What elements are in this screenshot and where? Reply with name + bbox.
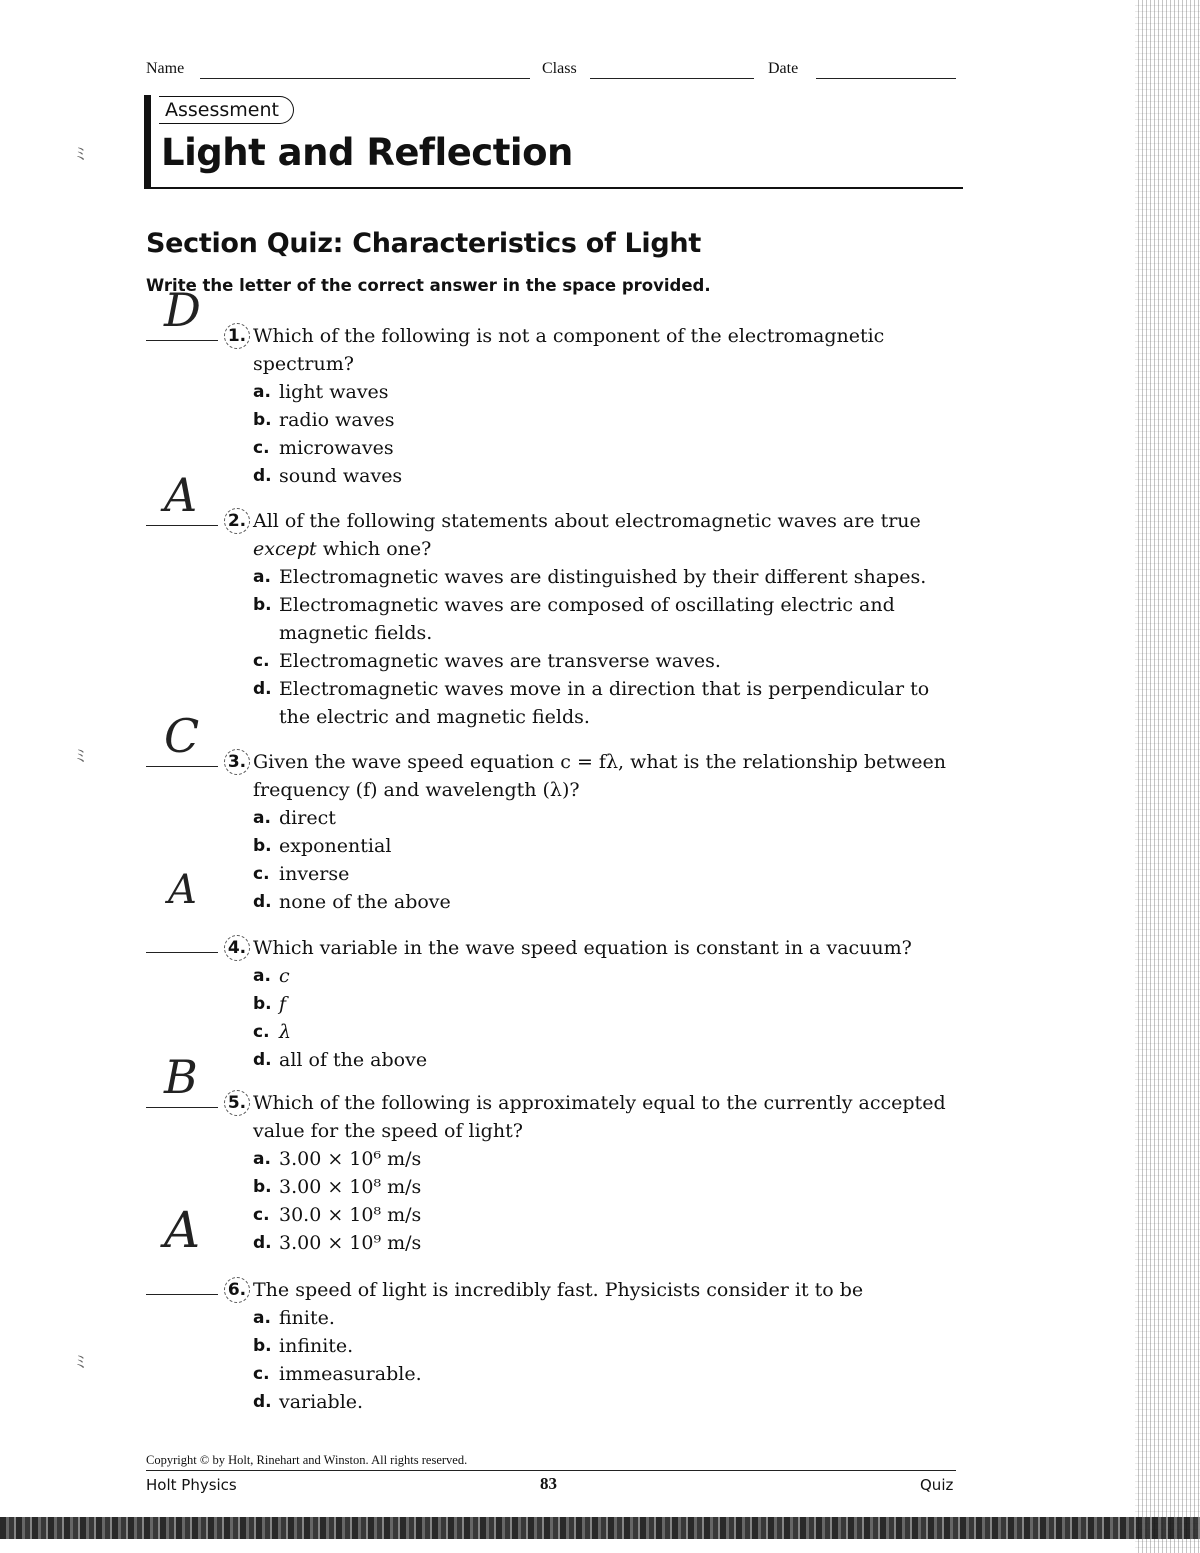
- option: d. sound waves: [253, 465, 403, 487]
- option: b. Electromagnetic waves are composed of oscillating electric and magnetic fields.: [253, 594, 895, 644]
- document-type: Quiz: [920, 1476, 954, 1494]
- instructions: Write the letter of the correct answer in the space provided.: [146, 276, 711, 295]
- question-stem: Given the wave speed equation c = fλ, what is the relationship between frequency (f) and wavelength (λ)?: [253, 751, 947, 801]
- punch-mark: ﾐ: [76, 746, 85, 767]
- page-title: Light and Reflection: [161, 131, 573, 174]
- option: a. 3.00 × 10⁶ m/s: [253, 1148, 422, 1170]
- question-number: 2.: [224, 507, 250, 535]
- option: c. 30.0 × 10⁸ m/s: [253, 1204, 422, 1226]
- option: b. f: [253, 993, 287, 1015]
- handwritten-answer: C: [164, 709, 198, 763]
- question-number: 1.: [224, 322, 250, 350]
- option: b. exponential: [253, 835, 392, 857]
- options-list: [253, 1304, 953, 1416]
- options-list: [253, 563, 953, 731]
- option: d. none of the above: [253, 891, 451, 913]
- handwritten-answer: A: [168, 867, 195, 913]
- question-stem: Which variable in the wave speed equation is constant in a vacuum?: [253, 937, 912, 959]
- answer-blank[interactable]: [146, 1294, 218, 1295]
- answer-blank[interactable]: [146, 525, 218, 526]
- option: a. finite.: [253, 1307, 335, 1329]
- punch-mark: ﾐ: [76, 144, 85, 165]
- handwritten-answer: A: [164, 468, 196, 522]
- answer-blank[interactable]: [146, 1107, 218, 1108]
- question-number: 5.: [224, 1089, 250, 1117]
- option: a. Electromagnetic waves are distinguished by their different shapes.: [253, 566, 927, 588]
- question-stem: Which of the following is not a component of the electromagnetic spectrum?: [253, 325, 885, 375]
- class-label: Class: [542, 60, 577, 77]
- option: c. Electromagnetic waves are transverse waves.: [253, 650, 721, 672]
- option: a. direct: [253, 807, 336, 829]
- option: c. λ: [253, 1021, 292, 1043]
- handwritten-answer: B: [164, 1050, 196, 1104]
- option: d. variable.: [253, 1391, 364, 1413]
- options-list: [253, 962, 953, 1074]
- question-stem: Which of the following is approximately equal to the currently accepted value for the speed of light?: [253, 1092, 946, 1142]
- option: c. immeasurable.: [253, 1363, 422, 1385]
- option: d. all of the above: [253, 1049, 428, 1071]
- question-stem: The speed of light is incredibly fast. Physicists consider it to be: [253, 1279, 864, 1301]
- option: b. radio waves: [253, 409, 395, 431]
- answer-blank[interactable]: [146, 952, 218, 953]
- option: a. c: [253, 965, 290, 987]
- options-list: [253, 804, 953, 916]
- name-label: Name: [146, 60, 185, 77]
- question-number: 4.: [224, 934, 250, 962]
- date-blank[interactable]: [816, 78, 956, 79]
- option: b. infinite.: [253, 1335, 354, 1357]
- option: a. light waves: [253, 381, 389, 403]
- date-label: Date: [768, 60, 799, 77]
- page-number: 83: [540, 1474, 557, 1493]
- question-3: [146, 709, 956, 913]
- section-title: Section Quiz: Characteristics of Light: [146, 228, 701, 259]
- question-stem: All of the following statements about electromagnetic waves are true except which one?: [253, 510, 921, 560]
- option: d. 3.00 × 10⁹ m/s: [253, 1232, 422, 1254]
- scan-edge-right: [1135, 0, 1200, 1553]
- assessment-tab: Assessment: [159, 96, 294, 124]
- options-list: [253, 378, 953, 490]
- option: c. inverse: [253, 863, 350, 885]
- book-title: Holt Physics: [146, 1476, 237, 1494]
- answer-blank[interactable]: [146, 766, 218, 767]
- option: c. microwaves: [253, 437, 394, 459]
- answer-blank[interactable]: [146, 340, 218, 341]
- option: d. Electromagnetic waves move in a direction that is perpendicular to the electric and magnetic fields.: [253, 678, 930, 728]
- question-number: 6.: [224, 1276, 250, 1304]
- copyright-notice: Copyright © by Holt, Rinehart and Winston. All rights reserved.: [146, 1453, 956, 1471]
- name-blank[interactable]: [200, 78, 530, 79]
- class-blank[interactable]: [590, 78, 754, 79]
- scan-edge-bottom: [0, 1517, 1200, 1539]
- name-class-date-line: [146, 58, 956, 84]
- handwritten-answer: D: [164, 283, 199, 337]
- title-block: [144, 95, 963, 189]
- question-number: 3.: [224, 748, 250, 776]
- punch-mark: ﾐ: [76, 1352, 85, 1373]
- option: b. 3.00 × 10⁸ m/s: [253, 1176, 422, 1198]
- options-list: [253, 1145, 953, 1257]
- handwritten-answer: A: [164, 1201, 199, 1259]
